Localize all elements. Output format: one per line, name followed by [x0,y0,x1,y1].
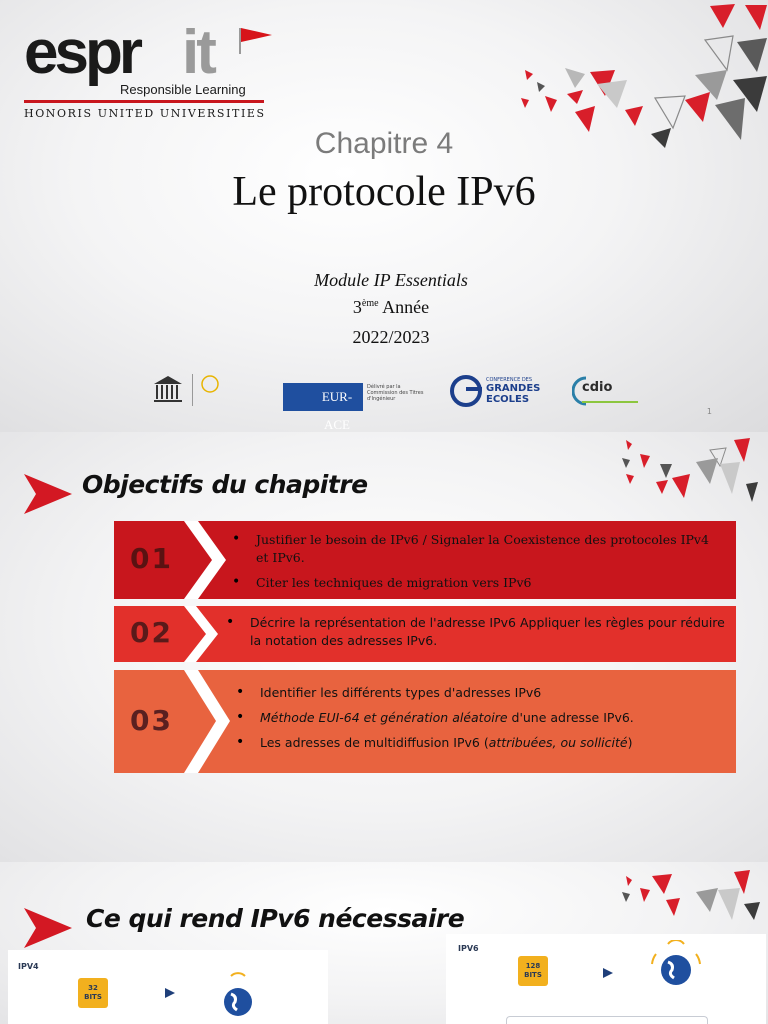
eurace-label: EUR-ACE [311,383,363,411]
ipv4-label: IPV4 [18,962,39,971]
objective-item: • Méthode EUI-64 et génération aléatoire d'une adresse IPv6. [236,709,726,727]
globe-icon [646,940,706,1000]
globe-icon [213,968,263,1024]
objective-list-01 [232,531,722,599]
cdio-underline [582,401,638,403]
cdio-logo [572,370,652,415]
unesco-divider [192,374,193,406]
triangle-decoration-icon [600,434,768,514]
cge-line1: CONFERENCE DES [486,377,532,383]
page-number: 1 [706,407,712,416]
logo-esp-text: espr [24,18,139,87]
logo-divider [24,100,264,103]
play-arrow-icon [601,966,615,980]
cge-line2: GRANDES [486,383,541,394]
slide-title-text: Le protocole IPv6 [232,169,536,215]
objective-item: • Les adresses de multidiffusion IPv6 (attribuées, ou sollicité) [236,734,726,752]
year-level: 3ème Année [352,297,430,317]
objective-card-02 [114,606,736,662]
objective-item: • Identifier les différents types d'adresses IPv6 [236,684,726,702]
play-arrow-icon [163,986,177,1000]
objective-number-02: 02 [130,616,173,649]
objective-card-03 [114,670,736,773]
objective-number-01: 01 [130,542,173,575]
esprit-logo [24,18,274,122]
objectives-heading: Objectifs du chapitre [82,470,368,499]
slide-ipv6-need[interactable] [0,862,768,1024]
ipv6-need-heading: Ce qui rend IPv6 nécessaire [86,904,465,933]
unesco-logo [152,370,262,415]
ipv4-chip-icon: 32 BITS [78,978,108,1008]
slide-objectives[interactable] [0,432,768,862]
logo-group-name: HONORIS UNITED UNIVERSITIES [24,107,266,120]
module-name: Module IP Essentials [314,270,468,290]
cge-emblem-icon [450,375,484,415]
objective-item: • Décrire la représentation de l'adresse IPv6 Appliquer les règles pour réduire la notation des adresses IPv6. [226,614,726,650]
logo-flag-icon [236,26,276,56]
ipv6-chip-icon: 128 BITS [518,956,548,986]
chapter-label: Chapitre 4 [314,127,454,160]
eurace-note: Délivré par la Commission des Titres d'Ingénieur [367,384,424,402]
logo-it-text: it [182,18,214,87]
objective-card-01 [114,521,736,599]
ipv4-panel [8,950,328,1024]
cdio-label: cdio [582,380,613,395]
academic-year: 2022/2023 [352,327,430,347]
logo-tagline: Responsible Learning [120,82,246,97]
devices-row [506,1016,708,1024]
chair-icon [198,374,222,394]
slide-title[interactable] [0,0,768,432]
ipv6-panel [446,934,766,1024]
unesco-temple-icon [152,370,192,410]
red-arrow-icon [22,472,74,516]
eurace-logo [283,370,433,432]
ipv6-label: IPV6 [458,944,479,953]
objective-list-02 [226,614,726,657]
objective-number-03: 03 [130,704,173,737]
objective-item: • Citer les techniques de migration vers IPv6 [232,574,722,592]
cge-line3: ECOLES [486,394,530,405]
objective-item: • Justifier le besoin de IPv6 / Signaler la Coexistence des protocoles IPv4 et IPv6. [232,531,722,567]
eu-stars-icon [283,383,311,411]
objective-list-03 [236,684,726,759]
red-arrow-icon [22,906,74,950]
cge-logo [450,370,560,415]
